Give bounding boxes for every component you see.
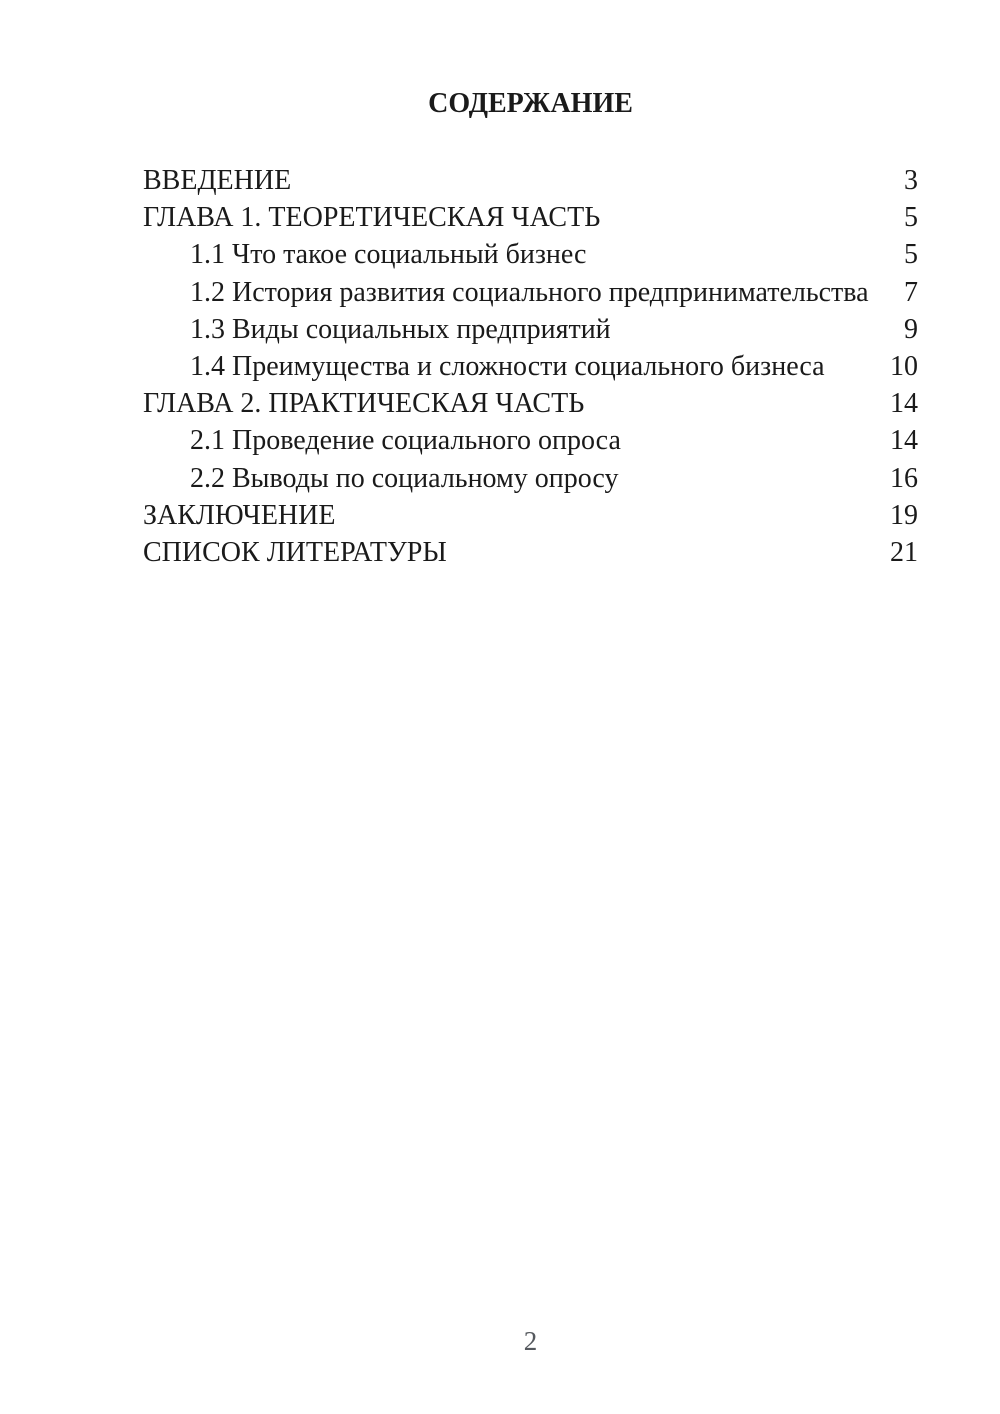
- toc-entry-label: 2.2 Выводы по социальному опросу: [190, 462, 619, 494]
- toc-entry: [143, 460, 918, 497]
- toc-entry: [143, 422, 918, 459]
- toc-entry: [143, 311, 918, 348]
- toc-entry-label: 2.1 Проведение социального опроса: [190, 425, 621, 457]
- toc-entry-label: ЗАКЛЮЧЕНИЕ: [143, 499, 336, 531]
- toc-entry: [143, 274, 918, 311]
- toc-entry: [143, 497, 918, 534]
- toc-entry-page: 9: [904, 313, 918, 345]
- toc-entry: [143, 199, 918, 236]
- toc-entry-page: 21: [890, 536, 918, 568]
- toc-entry-label: 1.3 Виды социальных предприятий: [190, 313, 611, 345]
- toc-entry-label: СПИСОК ЛИТЕРАТУРЫ: [143, 536, 447, 568]
- toc-entry: [143, 162, 918, 199]
- toc-entry-label: 1.1 Что такое социальный бизнес: [190, 239, 587, 271]
- toc-entry: [143, 348, 918, 385]
- toc-entry-label: ГЛАВА 1. ТЕОРЕТИЧЕСКАЯ ЧАСТЬ: [143, 202, 601, 234]
- toc-entry-page: 14: [890, 425, 918, 457]
- toc-entry-page: 3: [904, 165, 918, 196]
- table-of-contents: [143, 162, 918, 571]
- toc-entry: [143, 385, 918, 422]
- toc-entry-label: ГЛАВА 2. ПРАКТИЧЕСКАЯ ЧАСТЬ: [143, 388, 585, 420]
- toc-entry-page: 19: [890, 499, 918, 531]
- toc-entry: [143, 534, 918, 571]
- toc-entry-label: 1.4 Преимущества и сложности социального бизнеса: [190, 350, 825, 382]
- toc-entry-page: 16: [890, 462, 918, 494]
- toc-entry-page: 14: [890, 388, 918, 420]
- toc-entry-page: 10: [890, 350, 918, 382]
- toc-entry-page: 7: [904, 276, 918, 308]
- toc-entry-page: 5: [904, 202, 918, 234]
- toc-entry: [143, 236, 918, 273]
- toc-entry-label: 1.2 История развития социального предпринимательства: [190, 276, 869, 308]
- page-title: СОДЕРЖАНИЕ: [428, 88, 633, 119]
- footer-page-number: 2: [523, 1326, 538, 1356]
- toc-entry-label: ВВЕДЕНИЕ: [143, 165, 292, 196]
- toc-entry-page: 5: [904, 239, 918, 271]
